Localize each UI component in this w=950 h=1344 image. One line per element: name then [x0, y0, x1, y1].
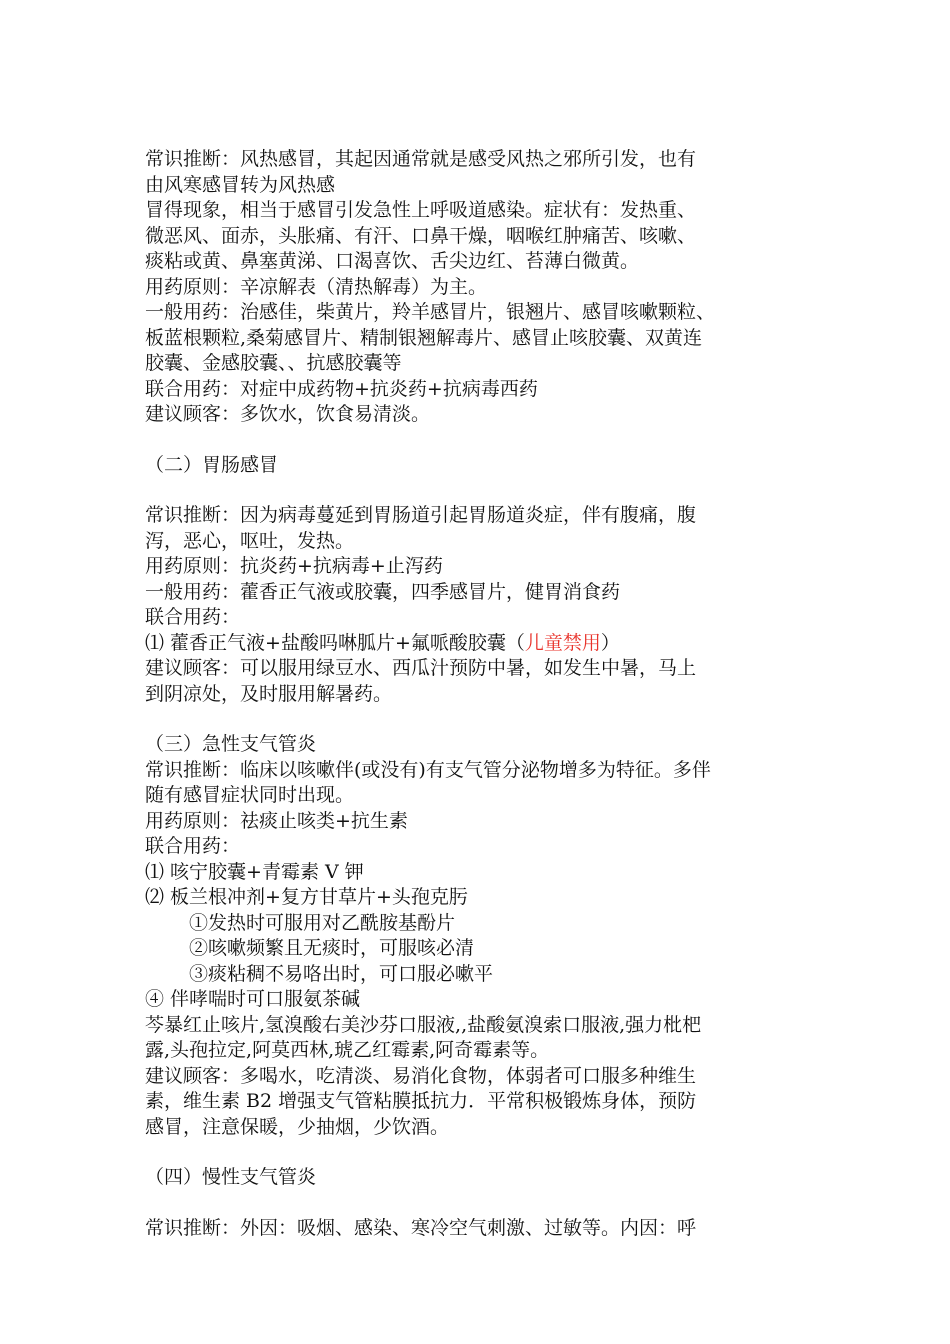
- section-manxing: [145, 1165, 813, 1241]
- combo-label: 联合用药：: [145, 835, 241, 857]
- combo-item-close: ）: [600, 631, 620, 654]
- advice-line: 建议顾客：可以服用绿豆水、西瓜汁预防中暑，如发生中暑，马上: [145, 657, 697, 679]
- text-line: 常识推断：外因：吸烟、感染、寒冷空气刺激、过敏等。内因：呼: [145, 1216, 697, 1239]
- text-line: 随有感冒症状同时出现。: [145, 784, 355, 806]
- text-line: 一般用药：治感佳，柴黄片，羚羊感冒片，银翘片、感冒咳嗽颗粒、: [145, 301, 716, 323]
- section-heading: （二）胃肠感冒: [145, 453, 279, 476]
- advice-line: 到阴凉处，及时服用解暑药。: [145, 682, 393, 705]
- warning-text: 儿童禁用: [524, 631, 601, 654]
- spacer: [145, 478, 813, 503]
- sub-item: ③痰粘稠不易咯出时，可口服必嗽平: [189, 962, 494, 985]
- combo-item: ④ 伴哮喘时可口服氨茶碱: [145, 988, 361, 1010]
- text-line: 微恶风、面赤，头胀痛、有汗、口鼻干燥，咽喉红肿痛苦、咳嗽、: [145, 224, 697, 247]
- text-line: 痰粘或黄、鼻塞黄涕、口渴喜饮、舌尖边红、苔薄白微黄。: [145, 250, 640, 272]
- advice-line: 素，维生素 B2 增强支气管粘膜抵抗力．平常积极锻炼身体，预防: [145, 1090, 697, 1112]
- spacer: [145, 1140, 813, 1165]
- principle-line: 用药原则：抗炎药+抗病毒+止泻药: [145, 555, 443, 577]
- principle-line: 用药原则：祛痰止咳类+抗生素: [145, 809, 408, 832]
- combo-item: [145, 631, 813, 657]
- advice-line: 感冒，注意保暖，少抽烟，少饮酒。: [145, 1115, 450, 1138]
- text-line: 露,头孢拉定,阿莫西林,琥乙红霉素,阿奇霉素等。: [145, 1039, 550, 1061]
- text-line: 常识推断：因为病毒蔓延到胃肠道引起胃肠道炎症，伴有腹痛，腹: [145, 504, 697, 526]
- sub-item: ②咳嗽频繁且无痰时，可服咳必清: [189, 937, 475, 959]
- combo-item: ⑵ 板兰根冲剂+复方甘草片+头孢克肟: [145, 886, 468, 908]
- text-line: 一般用药：藿香正气液或胶囊，四季感冒片，健胃消食药: [145, 580, 621, 603]
- sub-item: ①发热时可服用对乙酰胺基酚片: [189, 911, 456, 934]
- advice-line: 建议顾客：多饮水，饮食易清淡。: [145, 403, 431, 425]
- document-page: [145, 147, 813, 1241]
- advice-line: 建议顾客：多喝水，吃清淡、易消化食物，体弱者可口服多种维生: [145, 1064, 697, 1087]
- section-fengre: [145, 147, 813, 428]
- combo-label: 联合用药：: [145, 606, 241, 628]
- combo-item-text: ⑴ 藿香正气液+盐酸吗啉胍片+氟哌酸胶囊（: [145, 631, 525, 654]
- text-line: 常识推断：临床以咳嗽伴(或没有)有支气管分泌物增多为特征。多伴: [145, 758, 711, 781]
- text-line: 板蓝根颗粒,桑菊感冒片、精制银翘解毒片、感冒止咳胶囊、双黄连: [145, 326, 703, 349]
- text-line: 胶囊、金感胶囊、、抗感胶囊等: [145, 352, 402, 374]
- combo-line: 联合用药：对症中成药物+抗炎药+抗病毒西药: [145, 377, 538, 400]
- spacer: [145, 707, 813, 732]
- principle-line: 用药原则：辛凉解表（清热解毒）为主。: [145, 275, 488, 298]
- text-line: 由风寒感冒转为风热感: [145, 173, 336, 196]
- text-line: 常识推断：风热感冒，其起因通常就是感受风热之邪所引发，也有: [145, 148, 697, 170]
- spacer: [145, 428, 813, 453]
- spacer: [145, 1191, 813, 1216]
- section-jixing: [145, 732, 813, 1140]
- section-heading: （四）慢性支气管炎: [145, 1166, 317, 1188]
- text-line: 冒得现象，相当于感冒引发急性上呼吸道感染。症状有：发热重、: [145, 199, 697, 221]
- combo-item: ⑴ 咳宁胶囊+青霉素 V 钾: [145, 860, 364, 883]
- section-heading: （三）急性支气管炎: [145, 733, 317, 755]
- section-weichang: [145, 453, 813, 708]
- text-line: 泻，恶心，呕吐，发热。: [145, 529, 355, 552]
- text-line: 芩暴红止咳片,氢溴酸右美沙芬口服液,,盐酸氨溴索口服液,强力枇杷: [145, 1013, 702, 1036]
